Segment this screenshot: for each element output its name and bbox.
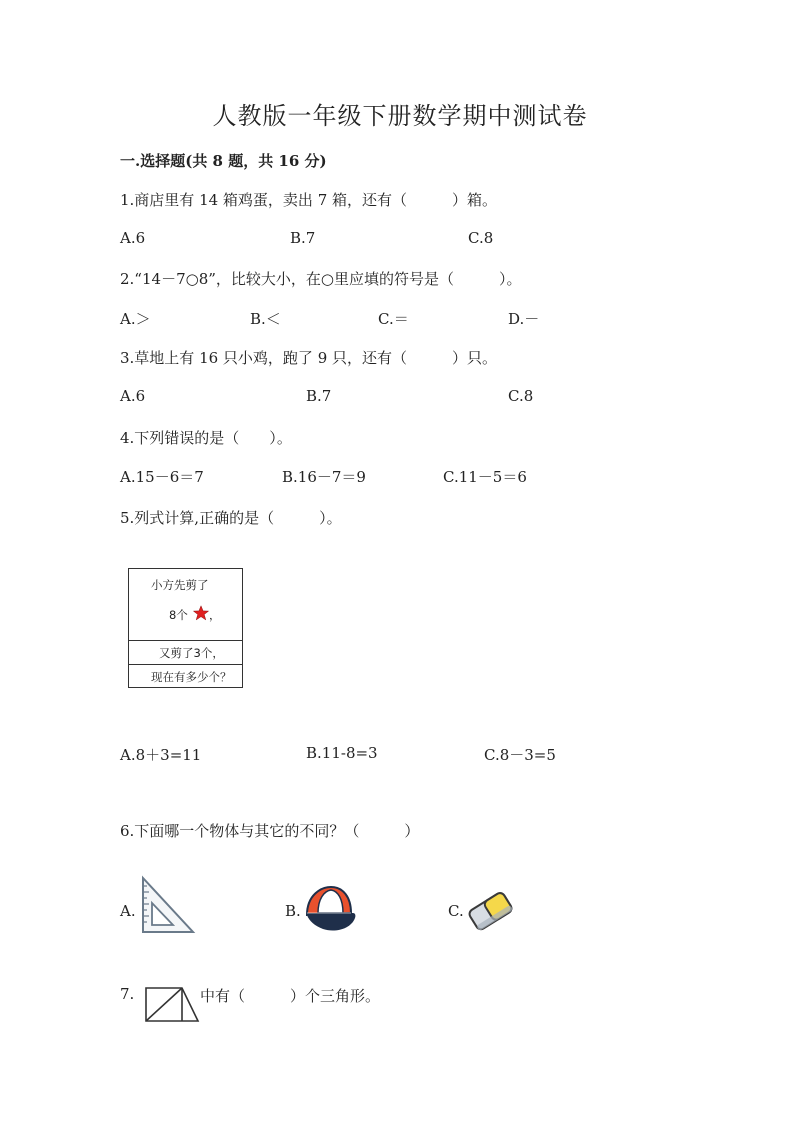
q6-option-b[interactable]: B. — [285, 902, 301, 920]
box-row-2 — [129, 641, 242, 665]
box-line-2: 8个 — [169, 608, 188, 622]
question-3-text: 3.草地上有 16 只小鸡，跑了 9 只，还有（ ）只。 — [120, 349, 498, 367]
question-5-text: 5.列式计算,正确的是（ ）。 — [120, 509, 342, 527]
box-row-1 — [129, 569, 242, 641]
star-icon — [193, 605, 209, 621]
q4-option-b[interactable]: B.16－7＝9 — [282, 468, 366, 486]
q1-option-c[interactable]: C.8 — [468, 229, 494, 247]
question-1-text: 1.商店里有 14 箱鸡蛋，卖出 7 箱，还有（ ）箱。 — [120, 191, 498, 209]
q1-option-b[interactable]: B.7 — [290, 229, 316, 247]
q3-option-a[interactable]: A.6 — [120, 387, 146, 405]
q6-option-a[interactable]: A. — [120, 902, 136, 920]
q3-option-b[interactable]: B.7 — [306, 387, 332, 405]
q3-option-c[interactable]: C.8 — [508, 387, 534, 405]
cap-icon — [301, 885, 357, 935]
box-line-2-comma: ， — [209, 608, 221, 622]
q6-option-c[interactable]: C. — [448, 902, 464, 920]
question-2-text: 2.“14－7○8”，比较大小，在○里应填的符号是（ ）。 — [120, 270, 522, 288]
box-row-3 — [129, 665, 242, 689]
box-line-3: 又剪了3个， — [159, 646, 224, 660]
triangle-ruler-icon — [139, 876, 195, 934]
box-line-4: 现在有多少个？ — [151, 670, 232, 684]
page-title: 人教版一年级下册数学期中测试卷 — [212, 102, 588, 130]
q5-option-b[interactable]: B.11-8=3 — [306, 744, 378, 762]
section-heading: 一.选择题(共 8 题，共 16 分) — [120, 152, 327, 170]
eraser-icon — [467, 890, 515, 934]
q5-option-c[interactable]: C.8－3=5 — [484, 746, 556, 764]
question-6-text: 6.下面哪一个物体与其它的不同？（ ） — [120, 822, 420, 840]
question-7-text: 中有（ ）个三角形。 — [200, 987, 381, 1005]
q5-option-a[interactable]: A.8＋3=11 — [120, 746, 202, 764]
box-line-1: 小方先剪了 — [151, 578, 209, 592]
q4-option-c[interactable]: C.11－5＝6 — [443, 468, 527, 486]
word-problem-box — [128, 568, 243, 688]
q2-option-d[interactable]: D.－ — [508, 310, 540, 328]
question-4-text: 4.下列错误的是（ ）。 — [120, 429, 292, 447]
q2-option-c[interactable]: C.＝ — [378, 310, 409, 328]
q2-option-a[interactable]: A.＞ — [120, 310, 151, 328]
q2-option-b[interactable]: B.＜ — [250, 310, 281, 328]
q1-option-a[interactable]: A.6 — [120, 229, 146, 247]
question-7-number: 7. — [120, 985, 135, 1003]
q4-option-a[interactable]: A.15－6＝7 — [120, 468, 204, 486]
triangle-figure — [144, 986, 200, 1023]
